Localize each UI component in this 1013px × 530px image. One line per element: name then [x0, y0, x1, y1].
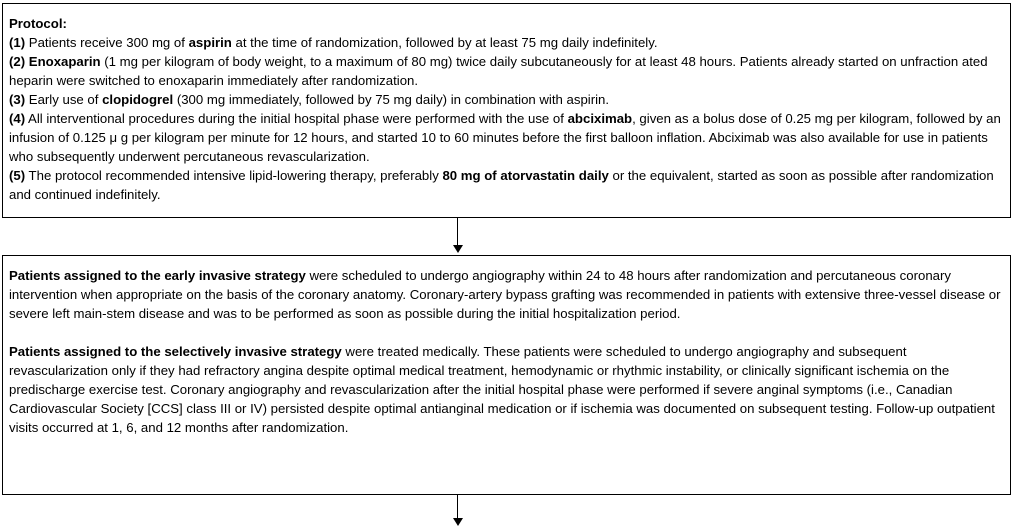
connector-arrow-2: [457, 495, 458, 519]
connector-arrowhead-1: [453, 245, 463, 253]
connector-arrow-1: [457, 218, 458, 246]
connector-arrowhead-2: [453, 518, 463, 526]
protocol-item-2: (2) Enoxaparin (1 mg per kilogram of body weight, to a maximum of 80 mg) twice daily subcutaneously for at least 48 hours. Patients already started on unfraction ated heparin were switched to enoxaparin immediately after randomization.: [9, 54, 988, 88]
protocol-item-5: (5) The protocol recommended intensive lipid-lowering therapy, preferably 80 mg of atorvastatin daily or the equivalent, started as soon as possible after randomization and continued indefinitely.: [9, 168, 994, 202]
protocol-box: [2, 3, 1011, 218]
protocol-item-4: (4) All interventional procedures during the initial hospital phase were performed with the use of abciximab, given as a bolus dose of 0.25 mg per kilogram, followed by an infusion of 0.125 μ g per kilogram per minute for 12 hours, and started 10 to 60 minutes before the first balloon inflation. Abciximab was also available for use in patients who subsequently underwent percutaneous revascularization.: [9, 111, 1001, 164]
protocol-item-1: (1) Patients receive 300 mg of aspirin at the time of randomization, followed by at least 75 mg daily indefinitely.: [9, 35, 658, 50]
strategy-box: [2, 255, 1011, 495]
protocol-item-3: (3) Early use of clopidogrel (300 mg immediately, followed by 75 mg daily) in combination with aspirin.: [9, 92, 610, 107]
selective-invasive-strategy: Patients assigned to the selectively invasive strategy were treated medically. These patients were scheduled to undergo angiography and subsequent revascularization only if they had refractory angina despite optimal medical treatment, hemodynamic or rhythmic instability, or clinically significant ischemia on the predischarge exercise test. Coronary angiography and revascularization after the initial hospital phase were performed if severe anginal symptoms (i.e., Canadian Cardiovascular Society [CCS] class III or IV) persisted despite optimal antianginal medication or if ischemia was documented on subsequent testing. Follow-up outpatient visits occurred at 1, 6, and 12 months after randomization.: [9, 344, 995, 435]
protocol-title: Protocol:: [9, 16, 67, 31]
early-invasive-strategy: Patients assigned to the early invasive strategy were scheduled to undergo angiography within 24 to 48 hours after randomization and percutaneous coronary intervention when appropriate on the basis of the coronary anatomy. Coronary-artery bypass grafting was recommended in patients with extensive three-vessel disease or severe left main-stem disease and was to be performed as soon as possible during the initial hospitalization period.: [9, 268, 1001, 321]
